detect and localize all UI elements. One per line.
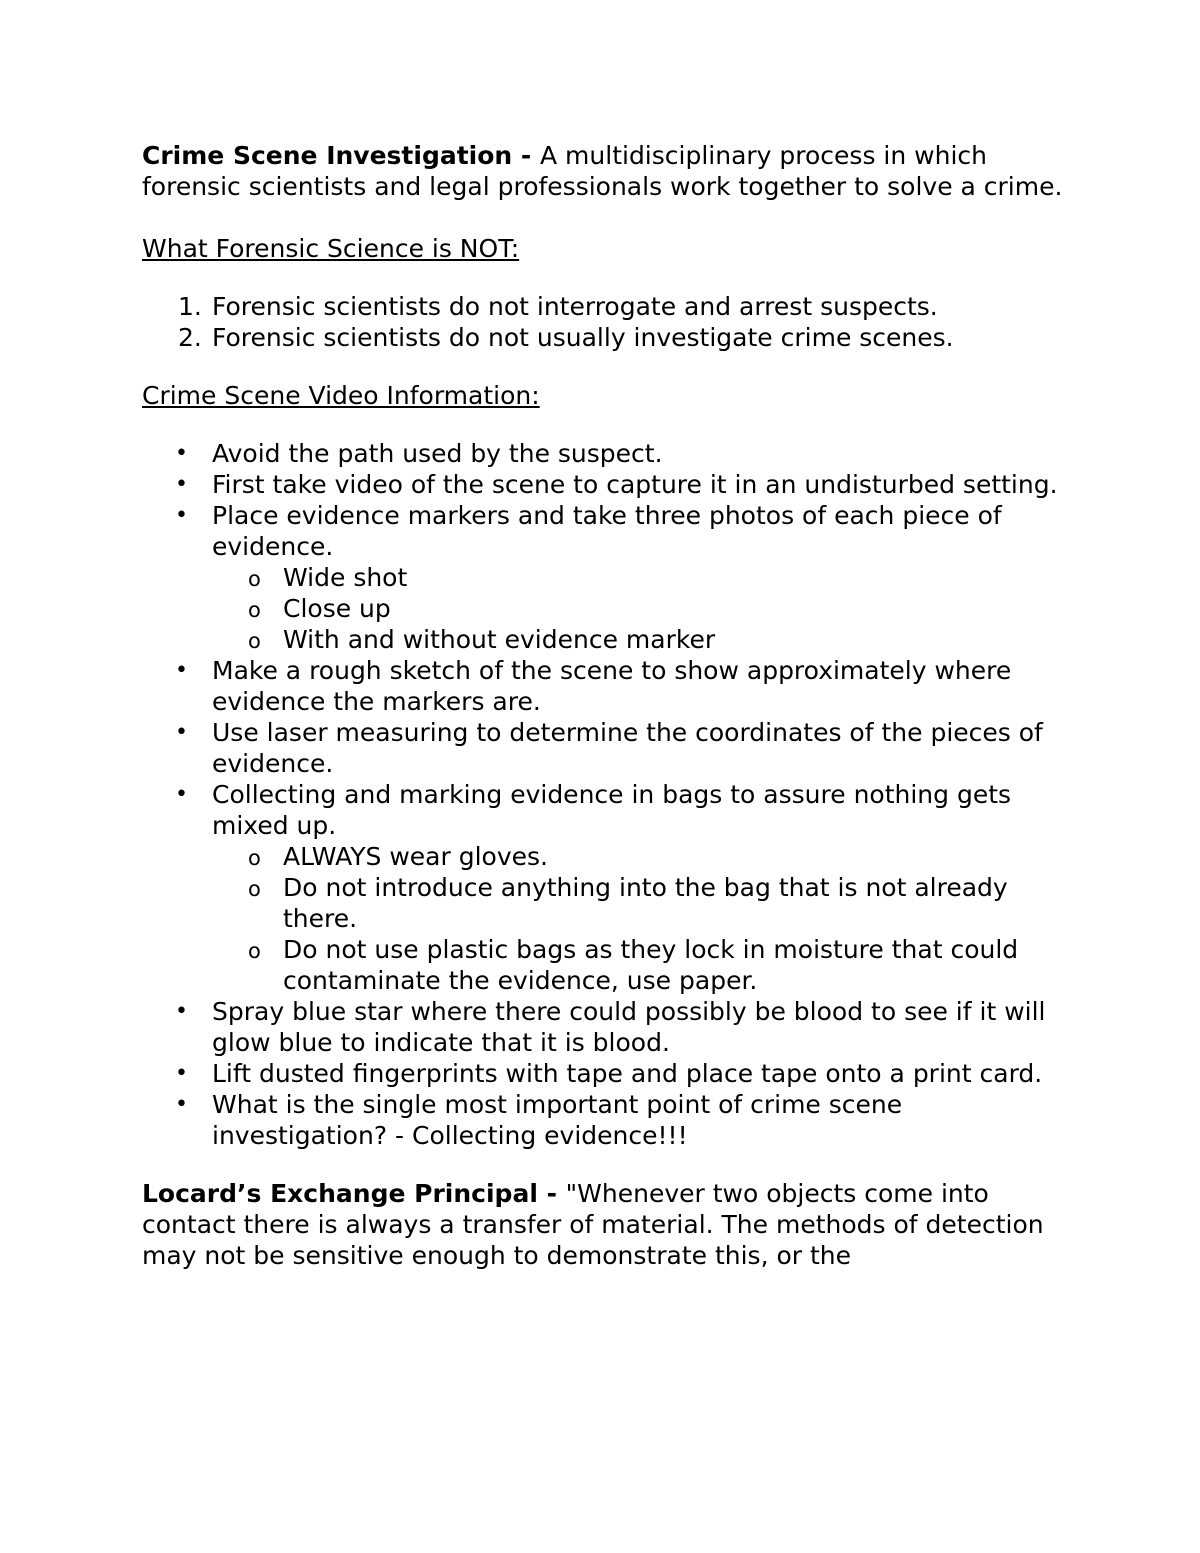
- sub-list: [212, 562, 1072, 655]
- locard-text: "Whenever two objects come into contact there is always a transfer of material. The methods of detection may not be sensitive enough to demonstrate this, or the: [142, 1179, 1044, 1270]
- bullet-icon: •: [175, 999, 188, 1024]
- circle-bullet-icon: o: [248, 846, 261, 870]
- list-item-text: Forensic scientists do not usually investigate crime scenes.: [212, 323, 954, 352]
- bullet-item: [142, 655, 1072, 717]
- bullet-text: Avoid the path used by the suspect.: [212, 439, 663, 468]
- sub-bullet-item: [212, 562, 1072, 593]
- bullet-item: [142, 1089, 1072, 1151]
- not-section-heading: What Forensic Science is NOT:: [142, 234, 520, 263]
- not-section-list: [142, 291, 1072, 353]
- bullet-icon: •: [175, 720, 188, 745]
- locard-principle: [142, 1178, 1072, 1271]
- bullet-text: Place evidence markers and take three photos of each piece of evidence.: [212, 501, 1002, 561]
- list-item-text: Forensic scientists do not interrogate and arrest suspects.: [212, 292, 938, 321]
- bullet-item: [142, 996, 1072, 1058]
- bullet-item: [142, 500, 1072, 655]
- bullet-text: Make a rough sketch of the scene to show approximately where evidence the markers are.: [212, 656, 1012, 716]
- sub-bullet-item: [212, 934, 1072, 996]
- numbered-list-item: [142, 322, 1072, 353]
- bullet-text: First take video of the scene to capture it in an undisturbed setting.: [212, 470, 1058, 499]
- csi-term: Crime Scene Investigation -: [142, 141, 540, 170]
- video-section-list: [142, 438, 1072, 1151]
- circle-bullet-icon: o: [248, 567, 261, 591]
- sub-bullet-item: [212, 593, 1072, 624]
- document-page: [142, 140, 1072, 1271]
- csi-definition: [142, 140, 1072, 202]
- bullet-item: [142, 469, 1072, 500]
- bullet-item: [142, 717, 1072, 779]
- sub-bullet-text: Do not introduce anything into the bag that is not already there.: [283, 873, 1008, 933]
- circle-bullet-icon: o: [248, 939, 261, 963]
- locard-term: Locard’s Exchange Principal -: [142, 1179, 566, 1208]
- bullet-item: [142, 779, 1072, 996]
- list-number: 1.: [178, 292, 202, 321]
- sub-bullet-text: Wide shot: [283, 563, 408, 592]
- sub-bullet-item: [212, 841, 1072, 872]
- bullet-icon: •: [175, 1061, 188, 1086]
- sub-bullet-item: [212, 624, 1072, 655]
- bullet-item: [142, 438, 1072, 469]
- sub-list: [212, 841, 1072, 996]
- sub-bullet-item: [212, 872, 1072, 934]
- bullet-icon: •: [175, 1092, 188, 1117]
- bullet-icon: •: [175, 503, 188, 528]
- bullet-text: Use laser measuring to determine the coordinates of the pieces of evidence.: [212, 718, 1043, 778]
- bullet-text: Collecting and marking evidence in bags to assure nothing gets mixed up.: [212, 780, 1012, 840]
- bullet-icon: •: [175, 441, 188, 466]
- sub-bullet-text: Close up: [283, 594, 391, 623]
- list-number: 2.: [178, 323, 202, 352]
- sub-bullet-text: With and without evidence marker: [283, 625, 716, 654]
- bullet-text: What is the single most important point of crime scene investigation? - Collecting evidence!!!: [212, 1090, 903, 1150]
- circle-bullet-icon: o: [248, 629, 261, 653]
- numbered-list-item: [142, 291, 1072, 322]
- circle-bullet-icon: o: [248, 877, 261, 901]
- bullet-text: Spray blue star where there could possibly be blood to see if it will glow blue to indicate that it is blood.: [212, 997, 1046, 1057]
- sub-bullet-text: Do not use plastic bags as they lock in moisture that could contaminate the evidence, use paper.: [283, 935, 1019, 995]
- video-section-heading: Crime Scene Video Information:: [142, 381, 540, 410]
- bullet-icon: •: [175, 658, 188, 683]
- bullet-icon: •: [175, 782, 188, 807]
- sub-bullet-text: ALWAYS wear gloves.: [283, 842, 548, 871]
- circle-bullet-icon: o: [248, 598, 261, 622]
- bullet-text: Lift dusted fingerprints with tape and place tape onto a print card.: [212, 1059, 1043, 1088]
- bullet-item: [142, 1058, 1072, 1089]
- csi-definition-text: A multidisciplinary process in which forensic scientists and legal professionals work together to solve a crime.: [142, 141, 1063, 201]
- bullet-icon: •: [175, 472, 188, 497]
